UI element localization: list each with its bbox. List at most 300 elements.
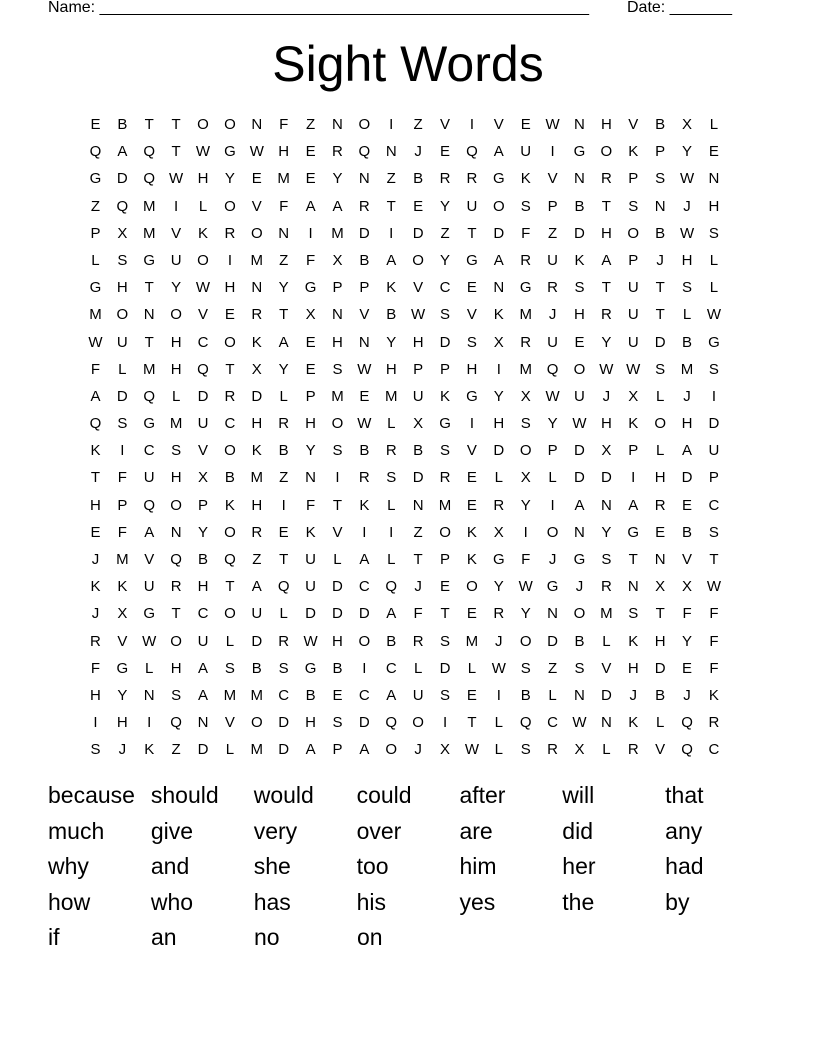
- grid-letter: E: [305, 170, 316, 188]
- grid-letter: S: [440, 686, 451, 704]
- word-list-item: are: [459, 817, 493, 844]
- grid-letter: U: [520, 143, 532, 161]
- grid-letter: N: [197, 714, 209, 732]
- grid-letter: W: [491, 659, 506, 677]
- grid-letter: A: [386, 605, 397, 623]
- grid-letter: U: [116, 333, 128, 351]
- grid-letter: G: [627, 523, 640, 541]
- grid-letter: W: [357, 360, 372, 378]
- grid-letter: F: [305, 496, 316, 514]
- grid-letter: L: [225, 741, 235, 759]
- grid-letter: Q: [89, 415, 102, 433]
- grid-letter: I: [469, 415, 474, 433]
- grid-letter: G: [116, 659, 129, 677]
- grid-letter: H: [251, 496, 263, 514]
- grid-letter: K: [90, 578, 101, 596]
- grid-letter: N: [547, 605, 558, 623]
- grid-letter: X: [117, 224, 128, 242]
- grid-letter: W: [142, 632, 157, 650]
- grid-letter: O: [358, 116, 371, 133]
- grid-letter: V: [198, 306, 209, 324]
- grid-letter: C: [224, 415, 236, 433]
- grid-letter: A: [332, 197, 343, 215]
- grid-letter: D: [412, 224, 424, 242]
- grid-letter: G: [143, 415, 156, 433]
- word-list-item: on: [357, 924, 383, 951]
- grid-row: [82, 464, 727, 491]
- grid-letter: Y: [601, 523, 612, 541]
- grid-letter: K: [359, 496, 370, 514]
- grid-letter: I: [523, 523, 528, 541]
- grid-letter: H: [681, 415, 693, 433]
- grid-letter: P: [359, 279, 370, 297]
- grid-letter: G: [546, 578, 559, 596]
- grid-letter: D: [116, 387, 128, 405]
- page-title: Sight Words: [272, 36, 544, 92]
- grid-letter: D: [654, 333, 666, 351]
- grid-letter: T: [655, 279, 665, 297]
- grid-letter: M: [142, 197, 156, 215]
- grid-letter: M: [223, 686, 237, 704]
- grid-row: [82, 628, 727, 655]
- grid-letter: S: [655, 170, 666, 188]
- grid-letter: A: [198, 686, 209, 704]
- grid-letter: F: [413, 605, 423, 623]
- grid-letter: J: [683, 686, 691, 704]
- grid-letter: V: [601, 659, 612, 677]
- grid-letter: E: [466, 496, 477, 514]
- grid-letter: I: [335, 469, 340, 487]
- grid-row: [82, 111, 727, 138]
- grid-letter: Y: [117, 686, 128, 704]
- grid-letter: D: [197, 387, 209, 405]
- grid-letter: L: [602, 632, 611, 650]
- grid-letter: R: [627, 741, 639, 759]
- grid-letter: G: [466, 387, 478, 405]
- word-list-row: [48, 814, 768, 850]
- grid-letter: Y: [278, 360, 289, 378]
- grid-letter: O: [627, 224, 640, 242]
- grid-letter: R: [251, 523, 263, 541]
- grid-row: [82, 546, 727, 573]
- grid-letter: E: [90, 523, 101, 541]
- grid-letter: E: [305, 360, 316, 378]
- grid-letter: R: [600, 578, 612, 596]
- grid-letter: O: [250, 714, 263, 732]
- grid-letter: A: [574, 496, 585, 514]
- grid-letter: F: [90, 659, 101, 677]
- grid-letter: R: [278, 632, 290, 650]
- grid-letter: O: [385, 741, 398, 759]
- grid-letter: U: [547, 333, 558, 351]
- grid-letter: Q: [277, 578, 290, 596]
- grid-letter: N: [278, 224, 290, 242]
- grid-letter: W: [545, 116, 560, 133]
- grid-letter: N: [305, 469, 316, 487]
- grid-letter: J: [414, 741, 422, 759]
- grid-letter: M: [519, 360, 532, 378]
- grid-letter: A: [305, 741, 316, 759]
- grid-letter: D: [358, 714, 370, 732]
- grid-row: [82, 356, 727, 383]
- grid-letter: S: [332, 714, 343, 732]
- grid-letter: D: [708, 415, 720, 433]
- grid-letter: K: [628, 143, 639, 161]
- grid-letter: L: [548, 469, 557, 487]
- grid-letter: L: [655, 442, 665, 460]
- grid-letter: B: [386, 306, 397, 324]
- grid-letter: M: [142, 360, 156, 378]
- grid-letter: W: [195, 279, 211, 297]
- grid-letter: S: [520, 415, 531, 433]
- grid-letter: E: [655, 523, 666, 541]
- grid-letter: P: [117, 496, 128, 514]
- grid-letter: U: [197, 632, 209, 650]
- grid-letter: U: [197, 415, 209, 433]
- grid-letter: W: [545, 387, 560, 405]
- grid-letter: M: [384, 387, 398, 405]
- grid-letter: C: [547, 714, 558, 732]
- grid-letter: A: [305, 197, 316, 215]
- grid-letter: Q: [466, 143, 478, 161]
- grid-letter: O: [224, 116, 236, 133]
- grid-letter: I: [93, 714, 98, 732]
- grid-letter: L: [279, 605, 288, 623]
- grid-letter: G: [492, 551, 505, 568]
- grid-letter: Q: [170, 551, 182, 568]
- grid-letter: H: [654, 469, 666, 487]
- grid-letter: W: [706, 578, 722, 596]
- grid-letter: N: [600, 496, 612, 514]
- grid-letter: R: [358, 197, 370, 215]
- grid-letter: C: [358, 578, 370, 596]
- grid-letter: X: [520, 469, 531, 487]
- grid-row: [82, 573, 727, 600]
- grid-letter: Q: [89, 143, 102, 161]
- grid-letter: B: [251, 659, 262, 677]
- grid-letter: S: [708, 360, 719, 378]
- grid-letter: Y: [682, 632, 693, 650]
- grid-letter: A: [144, 523, 155, 541]
- grid-letter: G: [89, 170, 102, 188]
- grid-letter: S: [574, 659, 585, 677]
- grid-letter: W: [88, 333, 103, 351]
- grid-letter: H: [681, 251, 693, 269]
- grid-letter: Y: [440, 251, 451, 269]
- grid-letter: R: [412, 632, 424, 650]
- grid-row: [82, 437, 727, 464]
- grid-letter: E: [466, 605, 477, 623]
- grid-letter: Y: [171, 279, 182, 297]
- grid-letter: I: [362, 659, 367, 677]
- grid-letter: F: [709, 632, 719, 650]
- grid-letter: H: [385, 360, 397, 378]
- grid-letter: V: [117, 632, 128, 650]
- grid-letter: M: [680, 360, 694, 378]
- grid-letter: R: [520, 251, 532, 269]
- grid-letter: Y: [386, 333, 397, 351]
- grid-letter: W: [303, 632, 318, 650]
- grid-letter: V: [359, 306, 370, 324]
- word-list-item: why: [48, 853, 89, 880]
- grid-letter: E: [708, 143, 719, 161]
- grid-letter: P: [547, 442, 558, 460]
- grid-letter: I: [362, 523, 367, 541]
- grid-letter: Y: [547, 415, 558, 433]
- grid-letter: H: [116, 279, 128, 297]
- grid-letter: O: [654, 415, 666, 433]
- grid-letter: Z: [413, 523, 423, 541]
- grid-letter: P: [547, 197, 558, 215]
- grid-letter: Y: [520, 496, 531, 514]
- grid-letter: D: [439, 659, 451, 677]
- grid-letter: S: [440, 632, 451, 650]
- grid-letter: A: [359, 551, 370, 568]
- grid-letter: R: [547, 279, 558, 297]
- word-list-item: how: [48, 888, 91, 915]
- grid-letter: L: [709, 116, 719, 133]
- grid-letter: V: [251, 197, 262, 215]
- grid-letter: H: [600, 224, 612, 242]
- grid-letter: D: [305, 605, 316, 623]
- grid-letter: S: [171, 686, 182, 704]
- grid-row: [82, 682, 727, 709]
- grid-letter: F: [305, 251, 316, 269]
- grid-letter: N: [654, 551, 666, 568]
- word-list-item: if: [48, 924, 60, 951]
- grid-letter: B: [682, 523, 693, 541]
- grid-letter: T: [655, 306, 665, 324]
- grid-letter: X: [682, 578, 693, 596]
- grid-letter: X: [117, 605, 128, 623]
- grid-letter: K: [520, 170, 531, 188]
- grid-letter: D: [251, 387, 263, 405]
- grid-letter: J: [91, 605, 100, 623]
- grid-letter: D: [493, 442, 505, 460]
- grid-letter: H: [708, 197, 720, 215]
- grid-letter: V: [547, 170, 558, 188]
- grid-letter: C: [278, 686, 290, 704]
- grid-letter: B: [278, 442, 289, 460]
- grid-letter: T: [144, 279, 154, 297]
- grid-letter: H: [466, 360, 478, 378]
- grid-letter: R: [251, 306, 263, 324]
- grid-letter: Z: [413, 116, 423, 133]
- grid-letter: S: [520, 659, 531, 677]
- grid-letter: R: [547, 741, 558, 759]
- word-list-item: the: [562, 888, 595, 915]
- grid-letter: W: [599, 360, 614, 378]
- grid-letter: C: [197, 605, 209, 623]
- worksheet-header: [48, 0, 768, 20]
- grid-letter: R: [600, 306, 612, 324]
- grid-row: [82, 410, 727, 437]
- grid-letter: N: [170, 523, 182, 541]
- grid-letter: N: [574, 523, 585, 541]
- grid-letter: D: [358, 605, 370, 623]
- grid-letter: P: [440, 551, 451, 568]
- grid-letter: X: [655, 578, 666, 596]
- grid-letter: K: [628, 714, 639, 732]
- grid-letter: G: [573, 143, 586, 161]
- grid-letter: E: [278, 523, 289, 541]
- word-list: [48, 778, 768, 956]
- word-list-item: by: [665, 888, 690, 915]
- grid-letter: O: [197, 116, 209, 133]
- grid-letter: I: [174, 197, 179, 215]
- grid-letter: D: [654, 659, 666, 677]
- grid-letter: R: [493, 605, 505, 623]
- grid-letter: H: [332, 632, 343, 650]
- grid-letter: S: [466, 333, 477, 351]
- grid-letter: R: [466, 170, 478, 188]
- grid-letter: Z: [548, 224, 558, 242]
- word-list-item: give: [150, 817, 194, 844]
- grid-letter: Y: [520, 605, 531, 623]
- grid-letter: T: [171, 116, 181, 133]
- grid-row: [82, 301, 727, 328]
- grid-letter: I: [711, 387, 717, 405]
- grid-letter: H: [170, 333, 182, 351]
- grid-letter: G: [492, 170, 505, 188]
- grid-letter: X: [628, 387, 639, 405]
- grid-letter: P: [90, 224, 101, 242]
- grid-letter: U: [170, 251, 182, 269]
- grid-letter: I: [496, 686, 501, 704]
- grid-letter: H: [90, 686, 101, 704]
- grid-letter: M: [250, 741, 264, 759]
- grid-letter: U: [708, 442, 720, 460]
- grid-letter: A: [386, 251, 397, 269]
- grid-letter: U: [466, 197, 478, 215]
- grid-letter: Y: [682, 143, 693, 161]
- grid-letter: B: [655, 686, 666, 704]
- grid-letter: B: [117, 116, 128, 133]
- word-list-item: that: [665, 782, 704, 809]
- grid-letter: S: [655, 360, 666, 378]
- grid-letter: I: [147, 714, 152, 732]
- grid-letter: N: [708, 170, 720, 188]
- grid-letter: G: [143, 251, 156, 269]
- grid-letter: M: [465, 632, 479, 650]
- grid-letter: S: [601, 551, 612, 568]
- grid-letter: J: [414, 143, 422, 161]
- grid-letter: B: [682, 333, 693, 351]
- grid-letter: L: [682, 306, 692, 324]
- grid-letter: D: [197, 741, 209, 759]
- grid-letter: B: [520, 686, 531, 704]
- grid-letter: Q: [170, 714, 182, 732]
- grid-letter: E: [682, 659, 693, 677]
- grid-letter: E: [466, 686, 477, 704]
- grid-letter: G: [304, 279, 317, 297]
- grid-letter: Q: [143, 170, 156, 188]
- grid-letter: L: [467, 659, 477, 677]
- grid-letter: O: [573, 360, 586, 378]
- grid-letter: J: [548, 551, 557, 568]
- grid-letter: T: [709, 551, 719, 568]
- grid-letter: E: [682, 496, 693, 514]
- grid-letter: E: [224, 306, 235, 324]
- grid-letter: E: [305, 333, 316, 351]
- grid-letter: N: [332, 116, 343, 133]
- grid-letter: C: [143, 442, 155, 460]
- grid-letter: H: [332, 333, 343, 351]
- grid-row: [82, 736, 727, 763]
- word-list-item: an: [151, 924, 177, 951]
- grid-letter: H: [600, 415, 612, 433]
- grid-letter: H: [627, 659, 639, 677]
- grid-letter: H: [224, 279, 236, 297]
- grid-letter: B: [413, 442, 424, 460]
- grid-letter: V: [493, 116, 504, 133]
- grid-letter: L: [171, 387, 181, 405]
- word-list-item: him: [459, 853, 497, 880]
- grid-letter: H: [251, 415, 263, 433]
- grid-letter: Y: [224, 170, 235, 188]
- grid-letter: Y: [493, 578, 504, 596]
- grid-letter: D: [600, 686, 612, 704]
- grid-row: [82, 220, 727, 247]
- grid-letter: R: [332, 143, 343, 161]
- grid-letter: K: [251, 333, 262, 351]
- grid-row: [82, 383, 727, 410]
- grid-letter: B: [359, 251, 370, 269]
- grid-letter: I: [308, 224, 313, 242]
- grid-letter: F: [90, 360, 101, 378]
- word-list-item: very: [253, 817, 298, 844]
- grid-letter: M: [600, 605, 613, 623]
- grid-letter: C: [385, 659, 397, 677]
- grid-letter: S: [440, 442, 451, 460]
- letter-grid: [82, 111, 727, 764]
- grid-letter: J: [683, 387, 691, 405]
- grid-letter: J: [91, 551, 100, 568]
- word-list-row: [48, 778, 768, 814]
- grid-letter: N: [574, 686, 585, 704]
- grid-letter: W: [626, 360, 641, 378]
- grid-letter: U: [305, 578, 316, 596]
- grid-letter: E: [466, 279, 477, 297]
- grid-letter: Y: [493, 387, 504, 405]
- grid-letter: L: [655, 714, 665, 732]
- grid-letter: I: [550, 143, 555, 161]
- grid-letter: T: [279, 551, 289, 568]
- grid-letter: I: [389, 523, 394, 541]
- grid-letter: I: [496, 360, 501, 378]
- grid-letter: D: [600, 469, 612, 487]
- grid-letter: H: [170, 469, 182, 487]
- grid-letter: V: [413, 279, 424, 297]
- grid-letter: E: [520, 116, 531, 133]
- grid-letter: T: [601, 197, 611, 215]
- grid-letter: A: [251, 578, 262, 596]
- grid-letter: M: [331, 224, 344, 242]
- grid-letter: V: [682, 551, 693, 568]
- grid-letter: O: [170, 496, 182, 514]
- grid-letter: S: [386, 469, 397, 487]
- grid-letter: O: [439, 523, 451, 541]
- grid-letter: B: [332, 659, 343, 677]
- grid-letter: G: [224, 143, 236, 161]
- grid-letter: O: [412, 251, 424, 269]
- grid-letter: W: [572, 714, 587, 732]
- grid-letter: P: [198, 496, 209, 514]
- grid-letter: I: [469, 116, 474, 133]
- word-list-item: too: [356, 853, 389, 880]
- word-list-item: will: [562, 782, 595, 809]
- grid-letter: M: [250, 251, 264, 269]
